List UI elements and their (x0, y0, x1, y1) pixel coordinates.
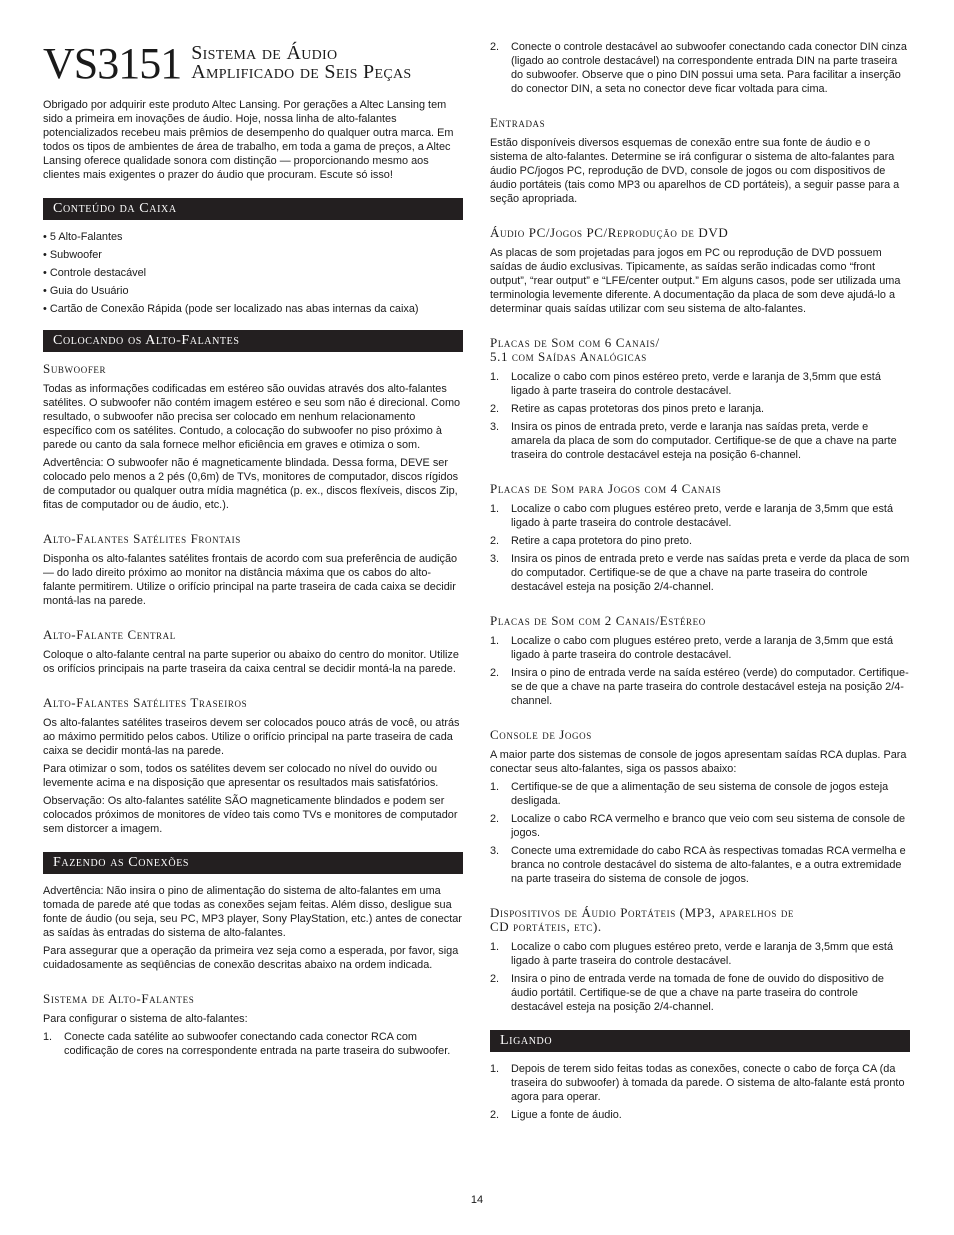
heading-front-satellites: Alto-Falantes Satélites Frontais (43, 531, 241, 546)
six-channel-steps (490, 370, 910, 462)
list-item: • 5 Alto-Falantes (43, 231, 123, 243)
step-number: 2. (490, 403, 500, 415)
list-item (490, 972, 910, 1014)
step-number: 2. (490, 973, 500, 985)
paragraph: Para configurar o sistema de alto-falantes: (43, 1013, 248, 1025)
step-text: Conecte cada satélite ao subwoofer conectando cada conector RCA com codificação de cores na correspondente entrada na parte traseira do subwoofer. (64, 1031, 451, 1057)
intro-paragraph: Obrigado por adquirir este produto Altec Lansing. Por gerações a Altec Lansing tem sido a primeira em inovações de áudio. Hoje, nossa linha de alto-falantes potencializados recebeu mais prêmios de desempenho do qualquer outra marca. Em todos os tipos de ambientes de área de trabalho, em toda a gama de preços, a Altec Lansing oferece qualidade sonora com distinção — proporcionando mesmo aos clientes mais exigentes o prazer do áudio que procuram. Escute só isso! (43, 99, 454, 181)
section-bar-connections: Fazendo as Conexões (43, 852, 463, 874)
contents-list (43, 230, 463, 316)
heading-pc-audio: Áudio PC/Jogos PC/Reprodução de DVD (490, 225, 729, 240)
step-text: Localize o cabo com plugues estéreo preto, verde e laranja de 3,5mm que está ligado à parte traseira do controle destacável. (511, 503, 894, 529)
step-number: 1. (490, 1063, 500, 1075)
list-item (490, 552, 910, 594)
step-text: Conecte o controle destacável ao subwoofer conectando cada conector DIN cinza (ligado ao controle destacável) na correspondente entrada DIN na parte traseira do subwoofer. Observe que o pino DIN possui uma seta. Para facilitar a inserção do conector DIN, a seta no conector deve ficar voltada para cima. (511, 41, 907, 95)
portable-steps (490, 940, 910, 1014)
list-item (490, 940, 910, 968)
step-number: 2. (490, 41, 500, 53)
paragraph: A maior parte dos sistemas de console de jogos apresentam saídas RCA duplas. Para conectar seus alto-falantes, siga os passos abaixo: (490, 749, 907, 775)
step-number: 2. (490, 667, 500, 679)
step-number: 1. (490, 635, 500, 647)
step-text: Insira o pino de entrada verde na saída estéreo (verde) do computador. Certifique-se de que a chave na parte traseira do controle destacável esteja na posição 2/4-channel. (511, 667, 909, 707)
list-item (490, 402, 910, 416)
list-item: • Cartão de Conexão Rápida (pode ser localizado nas abas internas da caixa) (43, 303, 419, 315)
page-number: 14 (470, 1194, 484, 1206)
system-steps (43, 1030, 463, 1058)
list-item (490, 420, 910, 462)
step-text: Localize o cabo com plugues estéreo preto, verde e laranja de 3,5mm que está ligado à parte traseira do controle destacável. (511, 941, 894, 967)
heading-line-2: 5.1 com Saídas Analógicas (490, 349, 647, 364)
step-text: Certifique-se de que a alimentação de seu sistema de console de jogos esteja desligada. (511, 781, 889, 807)
step-text: Localize o cabo com pinos estéreo preto, verde e laranja de 3,5mm que está ligado à parte traseira do controle destacável. (511, 371, 881, 397)
list-item (490, 1108, 910, 1122)
list-item: • Subwoofer (43, 249, 102, 261)
step-number: 1. (490, 941, 500, 953)
heading-game-console: Console de Jogos (490, 727, 592, 742)
heading-center-speaker: Alto-Falante Central (43, 627, 176, 642)
list-item (490, 634, 910, 662)
product-subtitle (191, 44, 411, 84)
list-item (490, 502, 910, 530)
step-number: 3. (490, 421, 500, 433)
list-item: • Guia do Usuário (43, 285, 129, 297)
section-bar-contents: Conteúdo da Caixa (43, 198, 463, 220)
title-block (43, 38, 463, 88)
heading-speaker-system: Sistema de Alto-Falantes (43, 991, 195, 1006)
paragraph: Os alto-falantes satélites traseiros devem ser colocados pouco atrás de você, ou atrás ao máximo permitido pelos cabos. Utilize o orifício principal na parte traseira de cada caixa se decidir montá-las na parede. (43, 717, 460, 757)
step-text: Insira os pinos de entrada preto, verde e laranja nas saídas preta, verde e amarela da placa de som do computador. Certifique-se de que a chave na parte traseira do controle destacável esteja na posição 6-channel. (511, 421, 897, 461)
heading-rear-satellites: Alto-Falantes Satélites Traseiros (43, 695, 248, 710)
list-item (490, 40, 910, 96)
heading-subwoofer: Subwoofer (43, 361, 107, 376)
list-item (490, 534, 910, 548)
heading-line-1: Placas de Som com 6 Canais/ (490, 335, 660, 350)
paragraph: Todas as informações codificadas em estéreo são ouvidas através dos alto-falantes satélites. O subwoofer não contém imagem estéreo e seu som não é direcional. Como resultado, o subwoofer não precisa ser colocado em nenhum relacionamento específico com os satélites. Contudo, a colocação do subwoofer no piso próximo à parede ou canto da sala fornece melhor eficiência em graves e otimiza o som. (43, 383, 461, 451)
step-number: 2. (490, 813, 500, 825)
step-number: 3. (490, 553, 500, 565)
heading-2-channel: Placas de Som com 2 Canais/Estéreo (490, 613, 706, 628)
subtitle-line-1: Sistema de Áudio (191, 42, 338, 64)
list-item (490, 780, 910, 808)
paragraph: As placas de som projetadas para jogos em PC ou reprodução de DVD possuem saídas de áudio exclusivas. Tipicamente, as saídas serão indicadas como “front output”, “rear output” e “LFE/center output.” Em alguns casos, pode ser utilizada uma terminologia levemente diferente. A documentação da placa de som deve ajudá-lo a determinar quais saídas utilizar com seu sistema de alto-falantes. (490, 247, 901, 315)
paragraph: Coloque o alto-falante central na parte superior ou abaixo do centro do monitor. Utilize os orifícios principais na parte traseira da caixa central se decidir montá-la na parede. (43, 649, 459, 675)
system-steps-continued (490, 40, 910, 96)
paragraph: Para assegurar que a operação da primeira vez seja como a esperada, por favor, siga cuidadosamente as seqüências de conexão descritas abaixo na ordem indicada. (43, 945, 459, 971)
heading-4-channel: Placas de Som para Jogos com 4 Canais (490, 481, 722, 496)
step-number: 1. (490, 781, 500, 793)
paragraph: Observação: Os alto-falantes satélite SÃO magneticamente blindados e podem ser colocados próximos de monitores de vídeo tais como TVs e monitores de computador sem distorcer a imagem. (43, 795, 458, 835)
heading-inputs: Entradas (490, 115, 546, 130)
heading-line-1: Dispositivos de Áudio Portáteis (MP3, aparelhos de (490, 905, 795, 920)
list-item: • Controle destacável (43, 267, 147, 279)
list-item (490, 1062, 910, 1104)
step-text: Ligue a fonte de áudio. (511, 1109, 622, 1121)
step-text: Insira os pinos de entrada preto e verde nas saídas preta e verde da placa de som do computador. Certifique-se de que a chave na parte traseira do controle destacável esteja na posição 2/4-channel. (511, 553, 910, 593)
paragraph: Advertência: O subwoofer não é magneticamente blindada. Dessa forma, DEVE ser colocado pelo menos a 2 pés (0,6m) de TVs, monitores de computador, discos rígidos de computador ou qualquer outra mídia magnética (p. ex., discos flexíveis, discos Zip, fitas de computador ou de áudio, etc.). (43, 457, 459, 511)
list-item (490, 370, 910, 398)
list-item (43, 1030, 463, 1058)
heading-line-2: CD portáteis, etc). (490, 919, 602, 934)
step-text: Retire a capa protetora do pino preto. (511, 535, 693, 547)
power-steps (490, 1062, 910, 1122)
list-item (490, 812, 910, 840)
step-text: Localize o cabo RCA vermelho e branco que veio com seu sistema de console de jogos. (511, 813, 906, 839)
model-title: VS3151 (43, 39, 182, 88)
step-number: 1. (490, 503, 500, 515)
section-bar-power: Ligando (490, 1030, 910, 1052)
four-channel-steps (490, 502, 910, 594)
step-number: 2. (490, 535, 500, 547)
step-text: Retire as capas protetoras dos pinos preto e laranja. (511, 403, 765, 415)
section-bar-placing: Colocando os Alto-Falantes (43, 330, 463, 352)
step-text: Depois de terem sido feitas todas as conexões, conecte o cabo de força CA (da traseira do subwoofer) à tomada da parede. O sistema de alto-falante está pronto agora para operar. (511, 1063, 905, 1103)
step-number: 2. (490, 1109, 500, 1121)
left-column (43, 38, 463, 1062)
paragraph: Advertência: Não insira o pino de alimentação do sistema de alto-falantes em uma tomada de parede até que todas as conexões sejam feitas. Além disso, desligue sua fonte de áudio (ou seja, seu PC, MP3 player, Sony PlayStation, etc.) antes de conectar as saídas às entradas do sistema de alto-falantes. (43, 885, 462, 939)
paragraph: Estão disponíveis diversos esquemas de conexão entre sua fonte de áudio e o sistema de alto-falantes. Determine se irá configurar o sistema de alto-falantes para áudio PC/jogos PC, reprodução de DVD, console de jogos ou com dispositivos de áudio portáteis (tais como MP3 ou aparelhos de CD portáteis), a seguir passe para a seção apropriada. (490, 137, 900, 205)
heading-portable-devices (490, 906, 910, 934)
list-item (490, 666, 910, 708)
heading-6-channel (490, 336, 910, 364)
step-number: 1. (490, 371, 500, 383)
list-item (490, 844, 910, 886)
paragraph: Disponha os alto-falantes satélites frontais de acordo com sua preferência de audição — do lado direito próximo ao monitor na distância máxima que os cabos do alto-falante permitirem. Utilize o orifício principal na parte traseira de cada caixa se decidir montá-las na parede. (43, 553, 458, 607)
step-text: Localize o cabo com plugues estéreo preto, verde a laranja de 3,5mm que está ligado à parte traseira do controle destacável. (511, 635, 894, 661)
step-text: Insira o pino de entrada verde na tomada de fone de ouvido do dispositivo de áudio portátil. Certifique-se de que a chave na parte traseira do controle destacável esteja na posição 2/4-channel. (511, 973, 884, 1013)
console-steps (490, 780, 910, 886)
step-number: 1. (43, 1031, 53, 1043)
step-text: Conecte uma extremidade do cabo RCA às respectivas tomadas RCA vermelha e branca no controle destacável do sistema de alto-falantes, e a outra extremidade na parte traseira do sistema de console de jogos. (511, 845, 906, 885)
step-number: 3. (490, 845, 500, 857)
two-channel-steps (490, 634, 910, 708)
subtitle-line-2: Amplificado de Seis Peças (191, 61, 412, 83)
paragraph: Para otimizar o som, todos os satélites devem ser colocado no nível do ouvido ou levemente acima e na disposição que apresentar os resultados mais satisfatórios. (43, 763, 439, 789)
right-column (490, 40, 910, 1126)
